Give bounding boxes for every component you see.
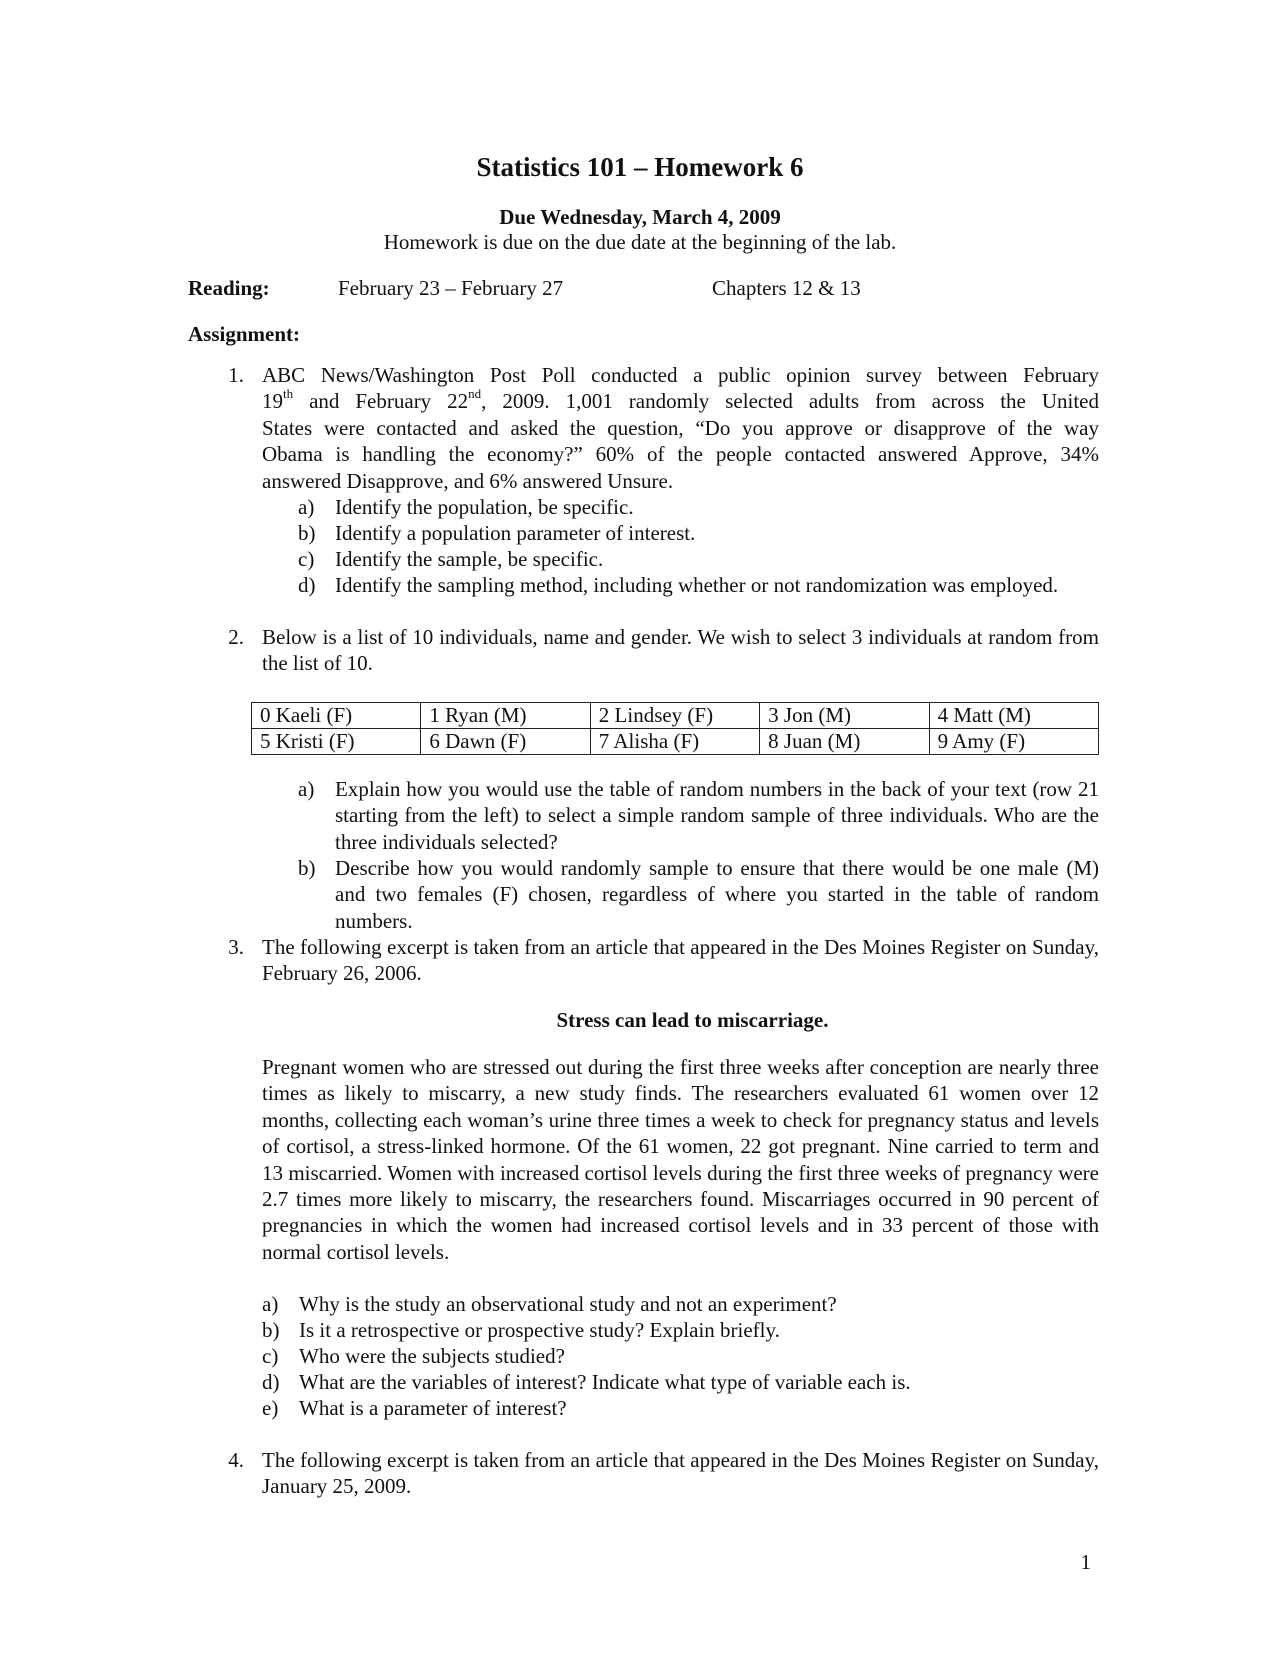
table-row bbox=[252, 729, 1099, 755]
q1a-letter: a) bbox=[298, 495, 315, 519]
q1c-text: Identify the sample, be specific. bbox=[335, 547, 604, 571]
q4-text: The following excerpt is taken from an article that appeared in the Des Moines Register on Sunday, January 25, 2009. bbox=[262, 1448, 1099, 1499]
article-body: Pregnant women who are stressed out during the first three weeks after conception are nearly three times as likely to miscarry, a new study finds. The researchers evaluated 61 women over 12 months, collecting each woman’s urine three times a week to check for pregnancy status and levels of cortisol, a stress-linked hormone. Of the 61 women, 22 got pregnant. Nine carried to term and 13 miscarried. Women with increased cortisol levels during the first three weeks of pregnancy were 2.7 times more likely to miscarry, the researchers found. Miscarriages occurred in 90 percent of pregnancies in which the women had increased cortisol levels and in 33 percent of those with normal cortisol levels. bbox=[262, 1055, 1099, 1264]
table-cell: 3 Jon (M) bbox=[760, 703, 929, 729]
table-cell: 6 Dawn (F) bbox=[421, 729, 590, 755]
table-row bbox=[252, 703, 1099, 729]
q3-text: The following excerpt is taken from an article that appeared in the Des Moines Register on Sunday, February 26, 2006. bbox=[262, 935, 1099, 986]
due-note: Homework is due on the due date at the beginning of the lab. bbox=[383, 230, 897, 254]
reading-label: Reading: bbox=[188, 276, 270, 300]
q4-number: 4. bbox=[228, 1448, 244, 1472]
q1-line-2: 19th and February 22nd, 2009. 1,001 randomly selected adults from across the United bbox=[262, 386, 1099, 414]
q3c-letter: c) bbox=[262, 1344, 279, 1368]
assignment-label: Assignment: bbox=[188, 322, 301, 346]
individuals-table bbox=[251, 702, 1099, 755]
q3b-text: Is it a retrospective or prospective study? Explain briefly. bbox=[299, 1318, 780, 1342]
q3d-text: What are the variables of interest? Indicate what type of variable each is. bbox=[299, 1370, 911, 1394]
q1-line-1: ABC News/Washington Post Poll conducted a public opinion survey between February bbox=[262, 363, 1099, 387]
q2a-letter: a) bbox=[298, 777, 315, 801]
q1-text bbox=[262, 362, 1099, 494]
due-date: Due Wednesday, March 4, 2009 bbox=[499, 205, 781, 229]
reading-chapters: Chapters 12 & 13 bbox=[712, 276, 861, 300]
table-cell: 0 Kaeli (F) bbox=[252, 703, 421, 729]
q1-line-3: States were contacted and asked the question, “Do you approve or disapprove of the way bbox=[262, 415, 1099, 440]
q1-line-4: Obama is handling the economy?” 60% of the people contacted answered Approve, 34% bbox=[262, 442, 1099, 467]
q1d-letter: d) bbox=[298, 573, 316, 597]
article-title: Stress can lead to miscarriage. bbox=[556, 1008, 829, 1032]
table-cell: 2 Lindsey (F) bbox=[590, 703, 759, 729]
reading-dates: February 23 – February 27 bbox=[338, 276, 564, 300]
page-number: 1 bbox=[1080, 1550, 1091, 1574]
q1c-letter: c) bbox=[298, 547, 315, 571]
q3c-text: Who were the subjects studied? bbox=[299, 1344, 565, 1368]
q3a-letter: a) bbox=[262, 1292, 279, 1316]
q1b-letter: b) bbox=[298, 521, 316, 545]
q1-number: 1. bbox=[228, 363, 244, 387]
q3a-text: Why is the study an observational study and not an experiment? bbox=[299, 1292, 837, 1316]
table-cell: 9 Amy (F) bbox=[929, 729, 1098, 755]
q2b-text: Describe how you would randomly sample to ensure that there would be one male (M) and two females (F) chosen, regardless of where you started in the table of random numbers. bbox=[335, 856, 1099, 933]
q2-text: Below is a list of 10 individuals, name and gender. We wish to select 3 individuals at random from the list of 10. bbox=[262, 625, 1099, 676]
q3b-letter: b) bbox=[262, 1318, 280, 1342]
q3e-text: What is a parameter of interest? bbox=[299, 1396, 567, 1420]
table-cell: 5 Kristi (F) bbox=[252, 729, 421, 755]
q1a-text: Identify the population, be specific. bbox=[335, 495, 634, 519]
q2b-letter: b) bbox=[298, 856, 316, 880]
table-cell: 8 Juan (M) bbox=[760, 729, 929, 755]
q2-number: 2. bbox=[228, 625, 244, 649]
q3e-letter: e) bbox=[262, 1396, 279, 1420]
q1b-text: Identify a population parameter of interest. bbox=[335, 521, 696, 545]
q1d-text: Identify the sampling method, including whether or not randomization was employed. bbox=[335, 573, 1059, 597]
table-cell: 4 Matt (M) bbox=[929, 703, 1098, 729]
q1-line-5: answered Disapprove, and 6% answered Unsure. bbox=[262, 468, 674, 493]
table-cell: 7 Alisha (F) bbox=[590, 729, 759, 755]
q3d-letter: d) bbox=[262, 1370, 280, 1394]
q3-number: 3. bbox=[228, 935, 244, 959]
table-cell: 1 Ryan (M) bbox=[421, 703, 590, 729]
page-title: Statistics 101 – Homework 6 bbox=[476, 152, 804, 182]
q2a-text: Explain how you would use the table of random numbers in the back of your text (row 21 starting from the left) to select a simple random sample of three individuals. Who are the three individuals selected? bbox=[335, 777, 1099, 854]
